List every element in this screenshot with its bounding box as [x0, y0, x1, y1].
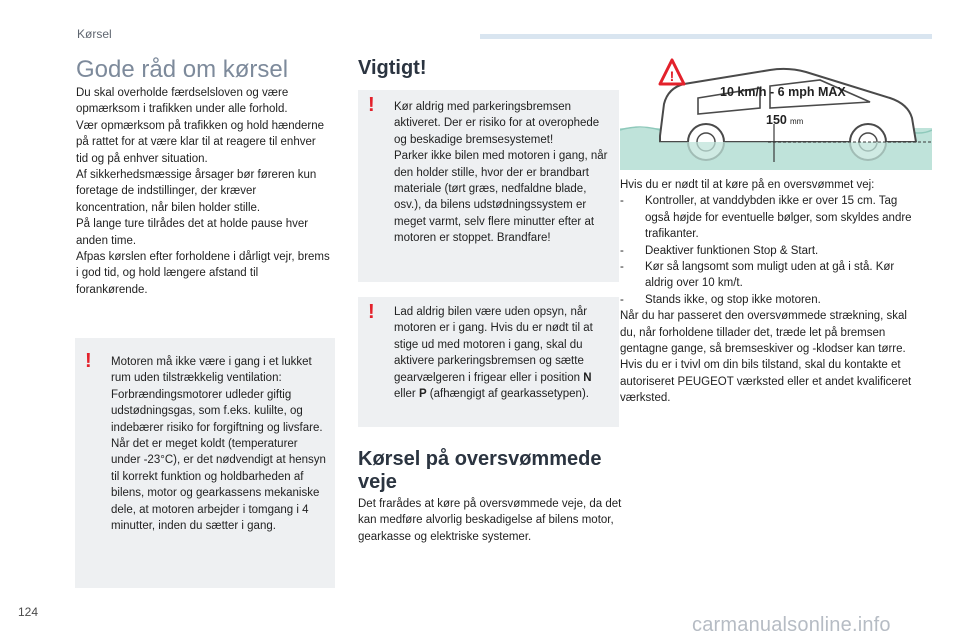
warning-box-unattended [358, 297, 619, 427]
water-depth-unit: mm [790, 117, 804, 126]
water-depth-value: 150 [766, 113, 787, 127]
warning-text [394, 99, 611, 247]
warning-icon: ! [368, 94, 375, 116]
flood-text: Det frarådes at køre på oversvømmede veje, da det kan medføre alvorlig beskadigelse af bilens motor, gearkasse og elektriske systemer. [358, 498, 622, 543]
list-item: - Kør så langsomt som muligt uden at gå i stå. Kør aldrig over 10 km/t. [620, 261, 895, 290]
instructions-paragraph: Hvis du er i tvivl om din bils tilstand, skal du kontakte et autoriseret PEUGEOT værksted eller et andet kvalificeret værksted. [620, 359, 912, 405]
intro-text [76, 85, 331, 298]
flooded-road-illustration [620, 58, 932, 178]
intro-paragraph: Af sikkerhedsmæssige årsager bør føreren kun foretage de indstillinger, der kræver koncentration, når bilen holder stille. [76, 169, 317, 214]
list-item-text: Stands ikke, og stop ikke motoren. [645, 293, 821, 306]
flood-instructions [620, 177, 912, 407]
warning-paragraph: Kør aldrig med parkeringsbremsen aktiveret. Der er risiko for at overophede og beskadige bremsesystemet! [394, 101, 600, 146]
warning-box-ventilation [75, 338, 335, 588]
list-item: - Stands ikke, og stop ikke motoren. [620, 293, 821, 306]
intro-paragraph: På lange ture tilrådes det at holde pause hver anden time. [76, 218, 309, 247]
warning-paragraph: Parker ikke bilen med motoren i gang, når den holder stille, hvor der er brandbart materiale (tørt græs, nedfaldne blade, osv.), da bilens udstødningssystem er meget varmt, selv flere minutter efter at motoren er stoppet. Brandfare! [394, 150, 608, 245]
section-label: Kørsel [77, 27, 112, 41]
list-item: - Deaktiver funktionen Stop & Start. [620, 244, 819, 257]
warning-icon: ! [368, 301, 375, 323]
warning-text [394, 304, 611, 402]
page-title: Gode råd om kørsel [76, 56, 289, 83]
list-item-text: Deaktiver funktionen Stop & Start. [645, 244, 819, 257]
warning-box-parking [358, 90, 619, 282]
list-item-text: Kør så langsomt som muligt uden at gå i stå. Kør aldrig over 10 km/t. [645, 261, 895, 290]
list-item: - Kontroller, at vanddybden ikke er over 15 cm. Tag også højde for eventuelle bølger, som skyldes andre trafikanter. [620, 195, 912, 241]
warning-text: Motoren må ikke være i gang i et lukket rum uden tilstrækkelig ventilation: Forbrændingsmotorer udleder giftig udstødningsgas, som f.eks. kulilte, og indebærer risiko for forgiftning og livsfare. Når det er meget koldt (temperaturer under -23°C), er det nødvendigt at hensyn til korrekt funktion og holdbarheden af bilens, motor og gearkassens mekaniske dele, at motoren arbejder i tomgang i 4 minutter, inden du sætter i gang. [111, 356, 326, 533]
flood-heading: Kørsel på oversvømmede veje [358, 448, 602, 493]
header-bar [480, 34, 932, 39]
intro-paragraph: Du skal overholde færdselsloven og være opmærksom i trafikken under alle forhold. [76, 87, 289, 116]
warning-text-part: eller [394, 388, 419, 401]
watermark: carmanualsonline.info [692, 614, 891, 636]
warning-icon: ! [85, 350, 92, 372]
important-heading: Vigtigt! [358, 57, 427, 79]
speed-limit-label: 10 km/h - 6 mph MAX [720, 85, 846, 99]
warning-text-part: (afhængigt af gearkassetypen). [426, 388, 589, 401]
intro-paragraph: Afpas kørslen efter forholdene i dårligt vejr, brems i god tid, og hold længere afstand til forankørende. [76, 251, 330, 296]
gear-position-n: N [583, 371, 592, 384]
instructions-intro: Hvis du er nødt til at køre på en oversvømmet vej: [620, 179, 875, 191]
list-item-text: Kontroller, at vanddybden ikke er over 15 cm. Tag også højde for eventuelle bølger, som skyldes andre trafikanter. [645, 195, 912, 241]
page-number: 124 [18, 605, 39, 619]
flooded-car-graphic [620, 58, 932, 178]
warning-text-part: Lad aldrig bilen være uden opsyn, når motoren er i gang. Hvis du er nødt til at stige ud med motoren i gang, skal du aktivere parkeringsbremsen og sætte gearvælgeren i frigear eller i position [394, 306, 593, 384]
instructions-paragraph: Når du har passeret den oversvømmede strækning, skal du, når forholdene tillader det, træde let på bremsen gentagne gange, så bremseskiver og -klodser kan tørre. [620, 310, 907, 356]
gear-position-p: P [418, 388, 427, 401]
intro-paragraph: Vær opmærksom på trafikken og hold hænderne på rattet for at være klar til at reagere til enhver tid og på enhver situation. [76, 119, 325, 165]
svg-text:!: ! [669, 68, 675, 84]
